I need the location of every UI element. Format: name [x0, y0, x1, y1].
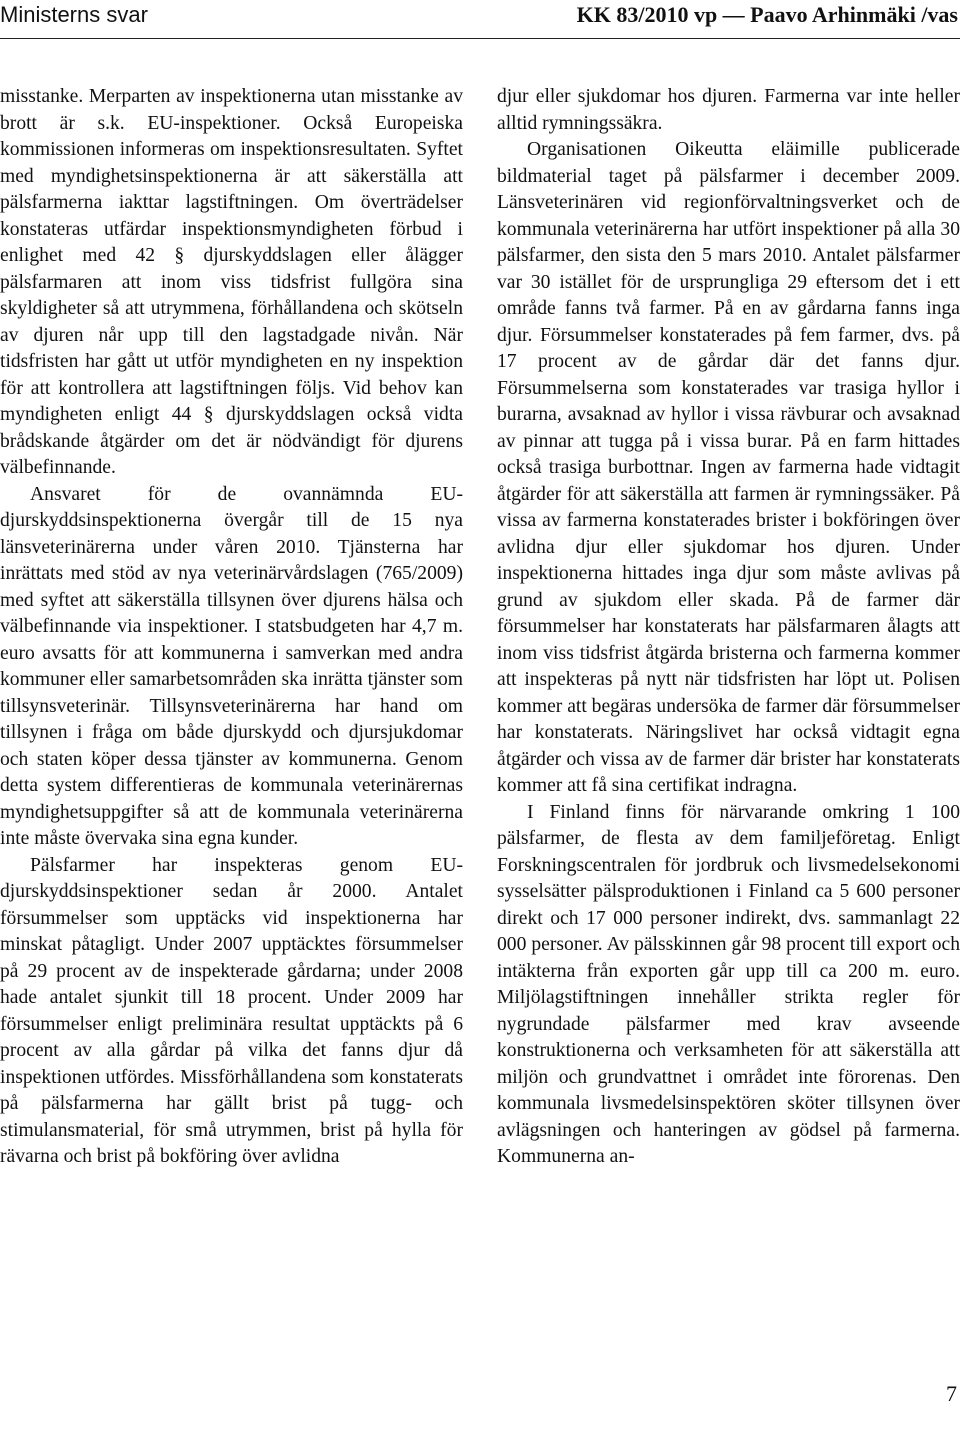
paragraph: Ansvaret för de ovannämnda EU-djurskyddsinspektionerna övergår till de 15 nya länsveterinärerna under våren 2010. Tjänsterna har inrättats med stöd av nya veterinärvårdslagen (765/2009) med syftet att säkerställa tillsynen över djurens hälsa och välbefinnande via inspektioner. I statsbudgeten har 4,7 m. euro avsatts för att kommunerna i samverkan med andra kommuner eller samarbetsområden ska inrätta tjänster som tillsynsveterinär. Tillsynsveterinärerna har hand om tillsynen i fråga om både djurskydd och djursjukdomar och staten köper dessa tjänster av kommunerna. Genom detta system differentieras de kommunala veterinärernas myndighetsuppgifter så att de kommunala veterinärerna inte måste övervaka sina egna kunder.	[0, 483, 463, 849]
left-text-column	[0, 84, 463, 1171]
paragraph: Organisationen Oikeutta eläimille publicerade bildmaterial taget på pälsfarmer i december 2009. Länsveterinären vid regionförvaltningsverket och de kommunala veterinärerna har utfört inspektioner på alla 30 pälsfarmer, den sista den 5 mars 2010. Antalet pälsfarmer var 30 istället för de ursprungliga 29 eftersom det i ett område fanns två farmer. På en av gårdarna fanns inga djur. Försummelser konstaterades på fem farmer, dvs. på 17 procent av de gårdar där det fanns djur. Försummelserna som konstaterades var trasiga hyllor i burarna, avsaknad av hyllor i vissa rävburar och avsaknad av pinnar att tugga på i vissa burar. På en farm hittades också trasiga burbottnar. Ingen av farmerna hade vidtagit åtgärder för att säkerställa att farmen är rymningssäker. På vissa av farmerna konstaterades brister i bokföringen över avlidna djur eller sjukdomar hos djuren. Under inspektionerna hittades inga djur som måste avlivas på grund av sjukdom eller skada. På de farmer där försummelser har konstaterats har pälsfarmaren ålagts att inom viss tidsfrist åtgärda bristerna och farmerna kommer att inspekteras på nytt när tidsfristen har löpt ut. Polisen kommer att begäras undersöka de farmer där försummelser har konstaterats. Näringslivet har också vidtagit egna åtgärder och vissa av de farmer där brister har konstaterats kommer att få sina certifikat indragna.	[497, 139, 960, 796]
paragraph: Pälsfarmer har inspekteras genom EU-djurskyddsinspektioner sedan år 2000. Antalet försummelser som upptäcks vid inspektionerna har minskat påtagligt. Under 2007 upptäcktes försummelser på 29 procent av de inspekterade gårdarna; under 2008 hade antalet sjunkit till 18 procent. Under 2009 har försummelser enligt preliminära resultat upptäckts på 6 procent av alla gårdar på vilka det fanns djur då inspektionen utfördes. Missförhållandena som konstaterats på pälsfarmerna har gällt brist på tugg- och stimulansmaterial, för små utrymmen, brist på hylla för rävarna och brist på bokföring över avlidna	[0, 854, 463, 1167]
header-section-title: Ministerns svar	[0, 2, 148, 27]
page-header	[0, 0, 960, 39]
right-text-column	[497, 84, 960, 1171]
paragraph: misstanke. Merparten av inspektionerna utan misstanke av brott är s.k. EU-inspektioner. Också Europeiska kommissionen informeras om inspektionsresultaten. Syftet med myndighetsinspektionerna är att säkerställa att pälsfarmerna iakttar lagstiftningen. Om överträdelser konstateras utfärdar inspektionsmyndigheten förbud i enlighet med 42 § djurskyddslagen eller ålägger pälsfarmaren att inom viss tidsfrist fullgöra sina skyldigheter så att utrymmena, förhållandena och skötseln av djuren når upp till den lagstadgade nivån. När tidsfristen har gått ut utför myndigheten en ny inspektion för att kontrollera att lagstiftningen följs. Vid behov kan myndigheten enligt 44 § djurskyddslagen också vidta brådskande åtgärder om det är nödvändigt för djurens välbefinnande.	[0, 86, 463, 478]
header-document-reference: KK 83/2010 vp — Paavo Arhinmäki /vas	[576, 2, 958, 27]
page-number: 7	[946, 1381, 957, 1406]
paragraph: djur eller sjukdomar hos djuren. Farmerna var inte heller alltid rymningssäkra.	[497, 86, 960, 134]
paragraph: I Finland finns för närvarande omkring 1 100 pälsfarmer, de flesta av dem familjeföretag. Enligt Forskningscentralen för jordbruk och livsmedelsekonomi sysselsätter pälsproduktionen i Finland ca 5 600 personer direkt och 17 000 personer indirekt, dvs. sammanlagt 22 000 personer. Av pälsskinnen går 98 procent till export och intäkterna från exporten går upp till ca 200 m. euro. Miljölagstiftningen innehåller strikta regler för nygrundade pälsfarmer med krav avseende konstruktionerna och verksamheten för att säkerställa att miljön och grundvattnet i området inte förorenas. Den kommunala livsmedelsinspektören sköter tillsynen över avlägsningen och hanteringen av gödsel på farmerna. Kommunerna an-	[497, 801, 960, 1167]
